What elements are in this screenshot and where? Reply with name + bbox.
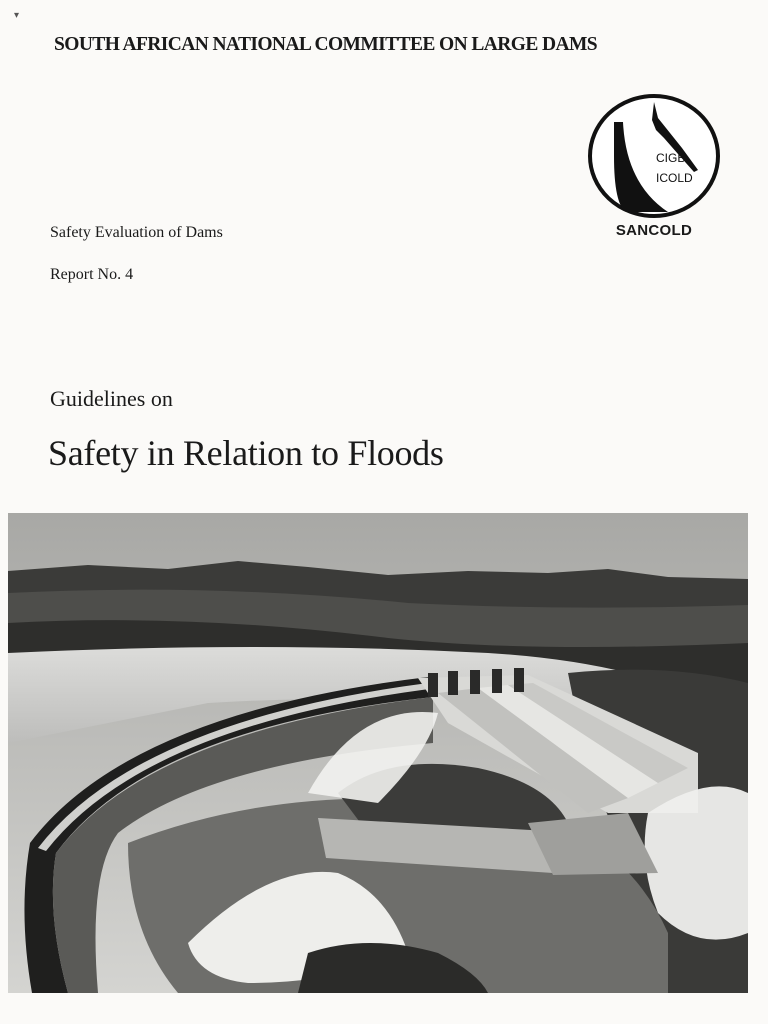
dam-spillway-photo xyxy=(8,513,748,993)
logo-text-icold: ICOLD xyxy=(656,171,693,185)
series-title: Safety Evaluation of Dams xyxy=(50,224,223,241)
sancold-label: SANCOLD xyxy=(615,222,693,239)
sancold-logo xyxy=(586,92,722,220)
document-title: Safety in Relation to Floods xyxy=(48,433,444,473)
cover-photo xyxy=(8,513,748,993)
report-number: Report No. 4 xyxy=(50,266,134,283)
dam-diver-emblem-icon xyxy=(586,92,722,220)
document-subtitle: Guidelines on xyxy=(50,386,173,411)
logo-text-cigb: CIGB xyxy=(656,151,686,165)
organization-heading: SOUTH AFRICAN NATIONAL COMMITTEE ON LARGE DAMS xyxy=(54,34,598,55)
scan-mark: ▾ xyxy=(14,10,20,21)
